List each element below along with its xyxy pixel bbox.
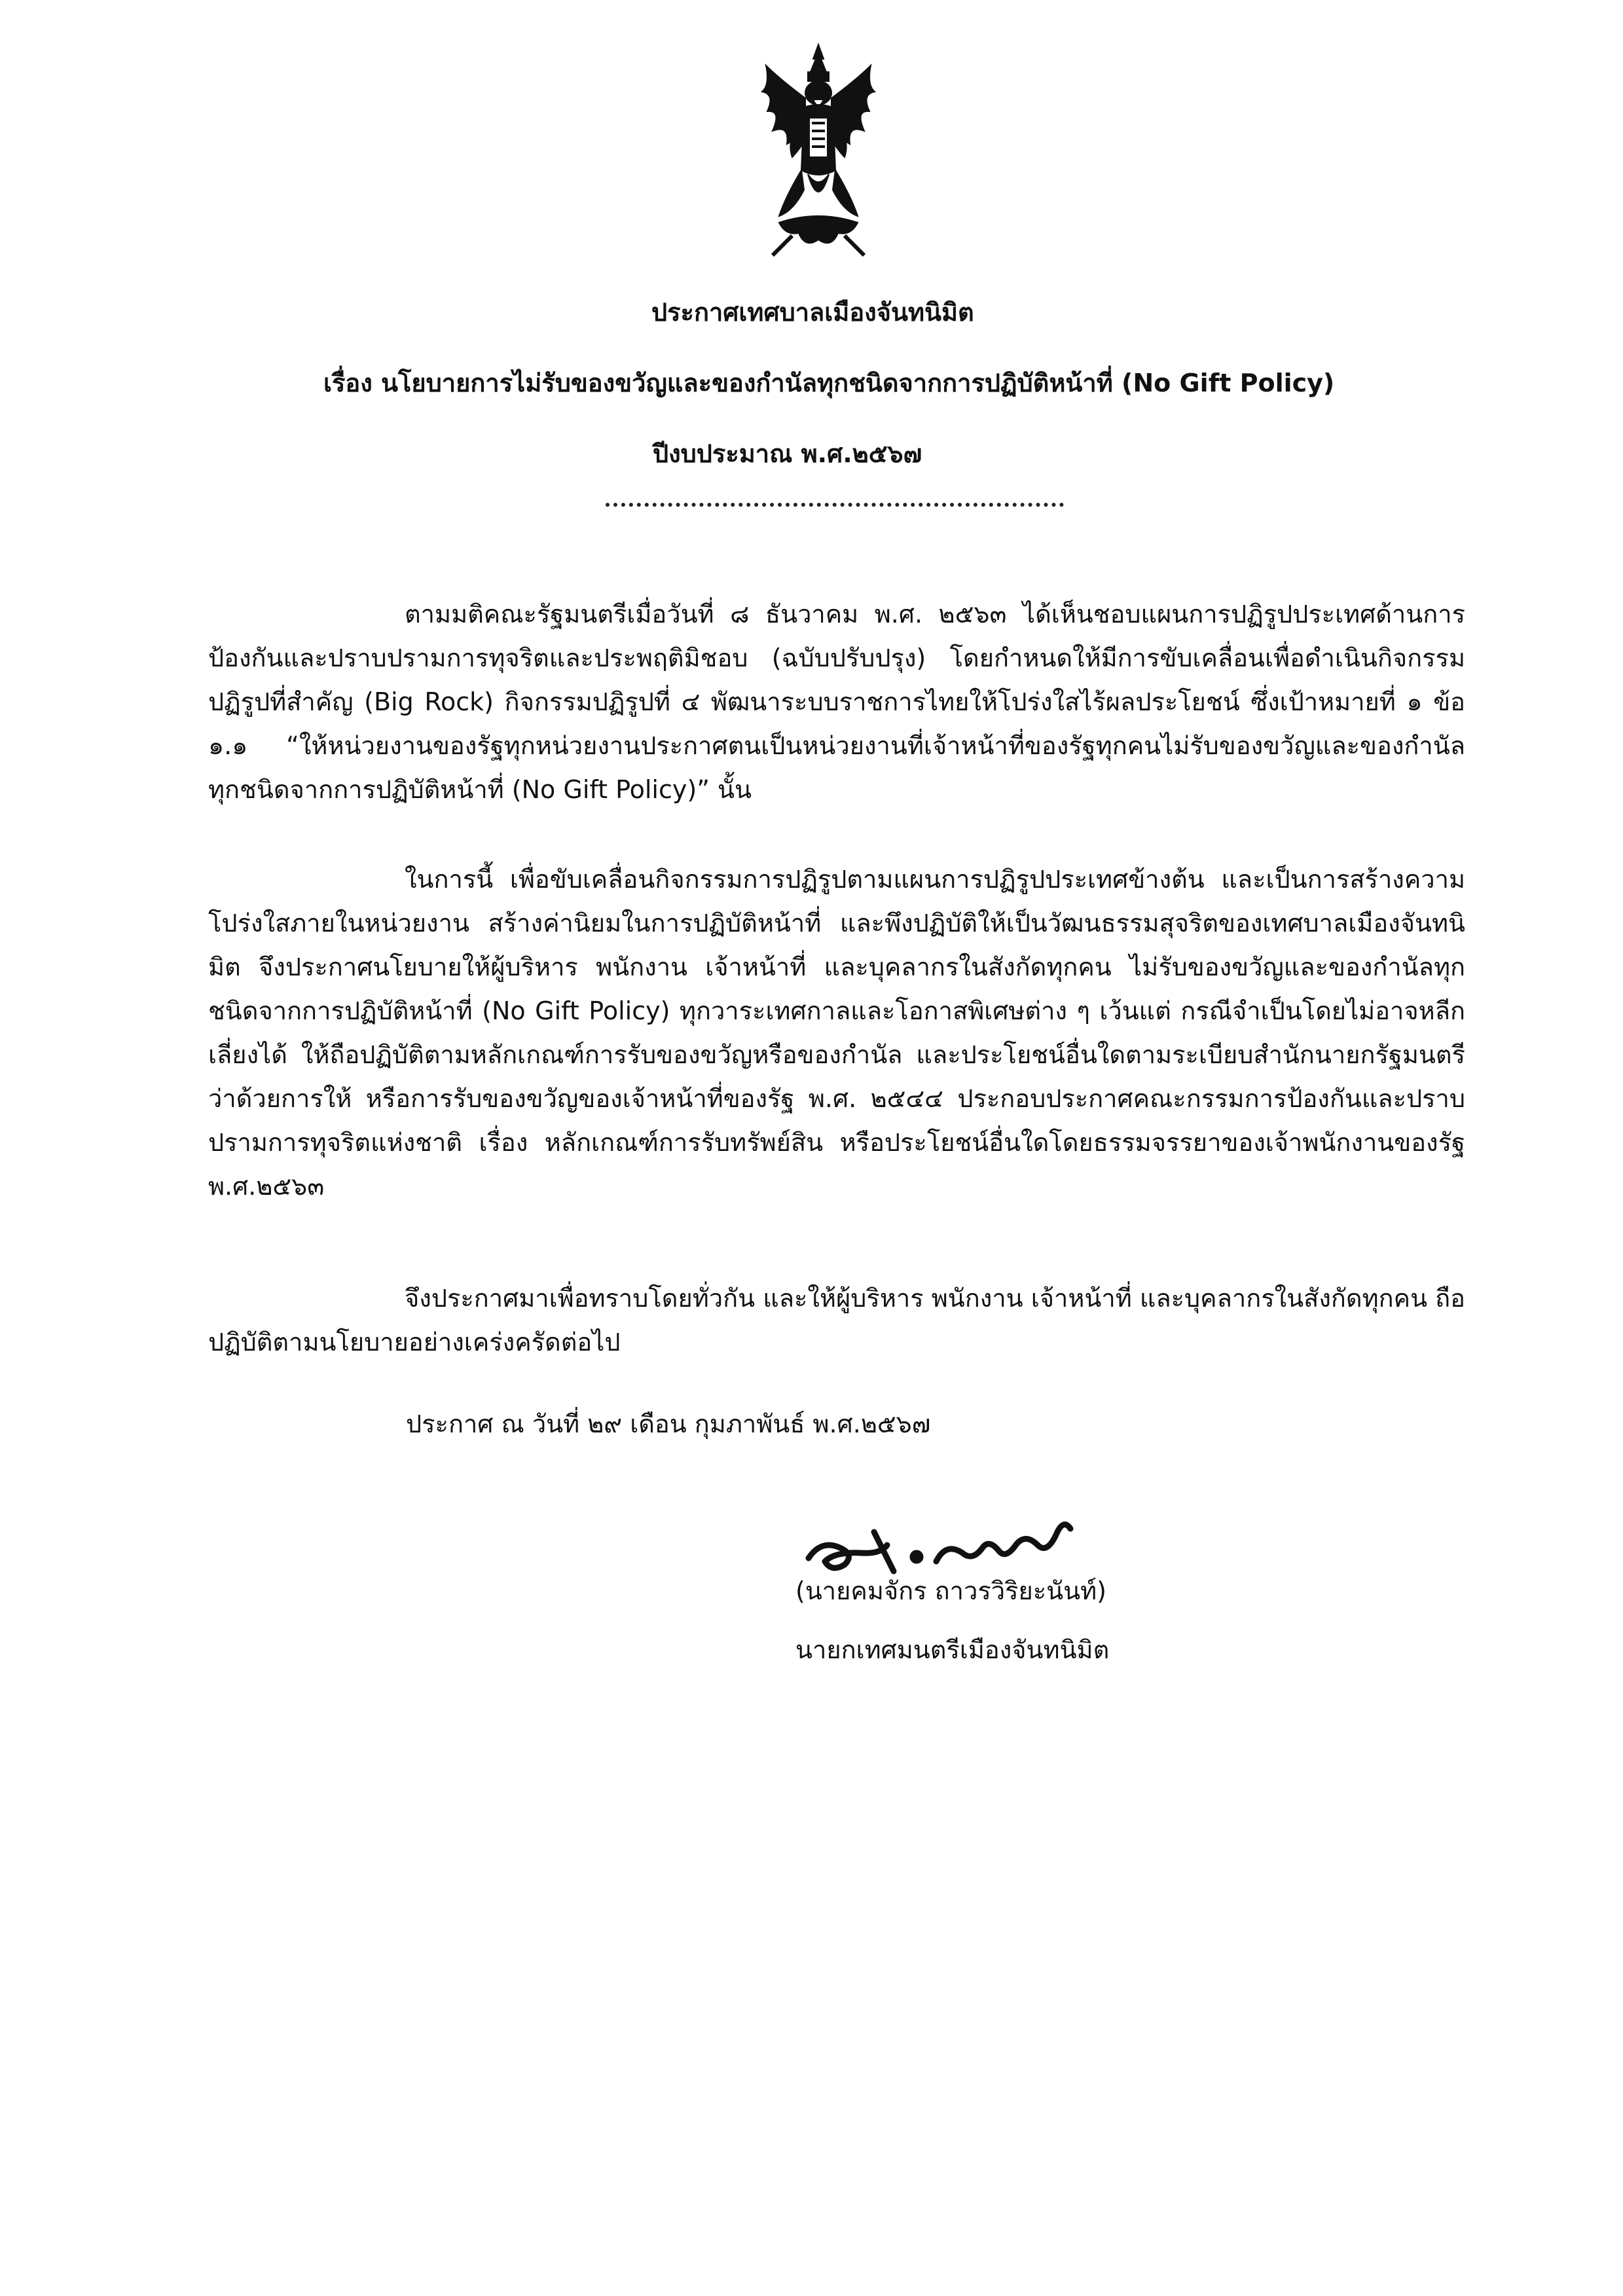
paragraph-2: ในการนี้ เพื่อขับเคลื่อนกิจกรรมการปฏิรูปตามแผนการปฏิรูปประเทศข้างต้น และเป็นการสร้างความโปร่งใสภายในหน่วยงาน สร้างค่านิยมในการปฏิบัติหน้าที่ และพึงปฏิบัติให้เป็นวัฒนธรรมสุจริตของเทศบาลเมืองจันทนิมิต จึงประกาศนโยบายให้ผู้บริหาร พนักงาน เจ้าหน้าที่ และบุคลากรในสังกัดทุกคน ไม่รับของขวัญและของกำนัลทุกชนิดจากการปฏิบัติหน้าที่ (No Gift Policy) ทุกวาระเทศกาลและโอกาสพิเศษต่าง ๆ เว้นแต่ กรณีจำเป็นโดยไม่อาจหลีกเลี่ยงได้ ให้ถือปฏิบัติตามหลักเกณฑ์การรับของขวัญหรือของกำนัล และประโยชน์อื่นใดตามระเบียบสำนักนายกรัฐมนตรีว่าด้วยการให้ หรือการรับของขวัญของเจ้าหน้าที่ของรัฐ พ.ศ. ๒๕๔๔ ประกอบประกาศคณะกรรมการป้องกันและปราบปรามการทุจริตแห่งชาติ เรื่อง หลักเกณฑ์การรับทรัพย์สิน หรือประโยชน์อื่นใดโดยธรรมจรรยาของเจ้าพนักงานของรัฐ พ.ศ.๒๕๖๓ <box>208 865 1465 1201</box>
announcement-subject: เรื่อง นโยบายการไม่รับของขวัญและของกำนัลทุกชนิดจากการปฏิบัติหน้าที่ (No Gift Policy) <box>323 369 1335 397</box>
dotted-divider <box>606 503 1064 507</box>
paragraph-3: จึงประกาศมาเพื่อทราบโดยทั่วกัน และให้ผู้บริหาร พนักงาน เจ้าหน้าที่ และบุคลากรในสังกัดทุกคน ถือปฏิบัติตามนโยบายอย่างเคร่งครัดต่อไป <box>208 1284 1465 1357</box>
signatory-title: นายกเทศมนตรีเมืองจันทนิมิต <box>795 1635 1110 1664</box>
garuda-emblem-icon <box>753 39 884 262</box>
signatory-name: (นายคมจักร ถาวรวิริยะนันท์) <box>795 1576 1106 1605</box>
announcement-date: ประกาศ ณ วันที่ ๒๙ เดือน กุมภาพันธ์ พ.ศ.๒๕๖๗ <box>406 1410 931 1438</box>
paragraph-1: ตามมติคณะรัฐมนตรีเมื่อวันที่ ๘ ธันวาคม พ.ศ. ๒๕๖๓ ได้เห็นชอบแผนการปฏิรูปประเทศด้านการป้องกันและปราบปรามการทุจริตและประพฤติมิชอบ (ฉบับปรับปรุง) โดยกำหนดให้มีการขับเคลื่อนเพื่อดำเนินกิจกรรมปฏิรูปที่สำคัญ (Big Rock) กิจกรรมปฏิรูปที่ ๔ พัฒนาระบบราชการไทยให้โปร่งใสไร้ผลประโยชน์ ซึ่งเป้าหมายที่ ๑ ข้อ ๑.๑ “ให้หน่วยงานของรัฐทุกหน่วยงานประกาศตนเป็นหน่วยงานที่เจ้าหน้าที่ของรัฐทุกคนไม่รับของขวัญและของกำนัลทุกชนิดจากการปฏิบัติหน้าที่ (No Gift Policy)” นั้น <box>208 600 1465 804</box>
fiscal-year: ปีงบประมาณ พ.ศ.๒๕๖๗ <box>653 439 922 468</box>
announcement-title: ประกาศเทศบาลเมืองจันทนิมิต <box>651 298 974 327</box>
